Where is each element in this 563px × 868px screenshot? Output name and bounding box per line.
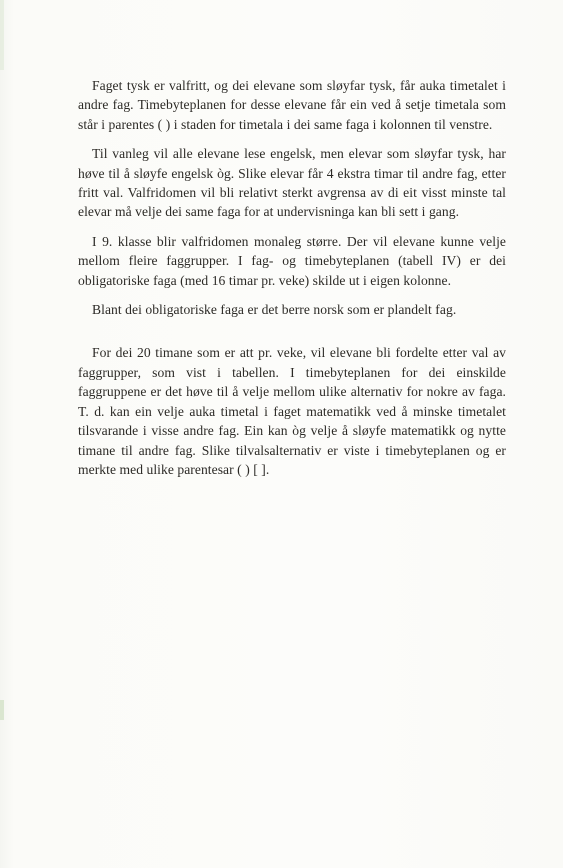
page-edge-mark: [0, 700, 4, 720]
paragraph-tysk-valfritt: Faget tysk er valfritt, og dei elevane som sløyfar tysk, får auka timetalet i andre fag. Timebyteplanen for desse elevane får ein ved å setje timetala som står i parentes ( ) i staden for timetala i dei same faga i kolonnen til venstre.: [78, 78, 506, 132]
paragraph-obligatoriske-faga: Blant dei obligatoriske faga er det berre norsk som er plandelt fag.: [92, 302, 457, 318]
paragraph-faggrupper: For dei 20 timane som er att pr. veke, vil elevane bli fordelte etter val av faggrupper, som vist i tabellen. I timebyteplanen for dei einskilde faggruppene er det høve til å velje mellom ulike alternativ for nokre av faga. T. d. kan ein velje auka timetal i faget matematikk ved å minske timetalet tilsvarande i visse andre fag. Ein kan òg velje å sløyfe matematikk og nytte timane til andre fag. Slike tilvalsalternativ er viste i timebyteplanen og er merkte med ulike parentesar ( ) [ ].: [78, 345, 506, 477]
body-text: [78, 76, 506, 489]
paragraph-9-klasse: I 9. klasse blir valfridomen monaleg større. Der vil elevane kunne velje mellom fleire faggrupper. I fag- og timebyteplanen (tabell IV) er dei obligatoriske faga (med 16 timar pr. veke) skilde ut i eigen kolonne.: [78, 233, 506, 288]
paragraph-engelsk: Til vanleg vil alle elevane lese engelsk, men elevar som sløyfar tysk, har høve til å sløyfe engelsk òg. Slike elevar får 4 ekstra timar til andre fag, etter fritt val. Valfridomen vil bli relativt sterkt avgrensa av di eit visst minste tal elevar må velje dei same faga for at undervisninga kan bli sett i gang.: [78, 146, 506, 220]
page-edge-shadow: [0, 0, 4, 70]
